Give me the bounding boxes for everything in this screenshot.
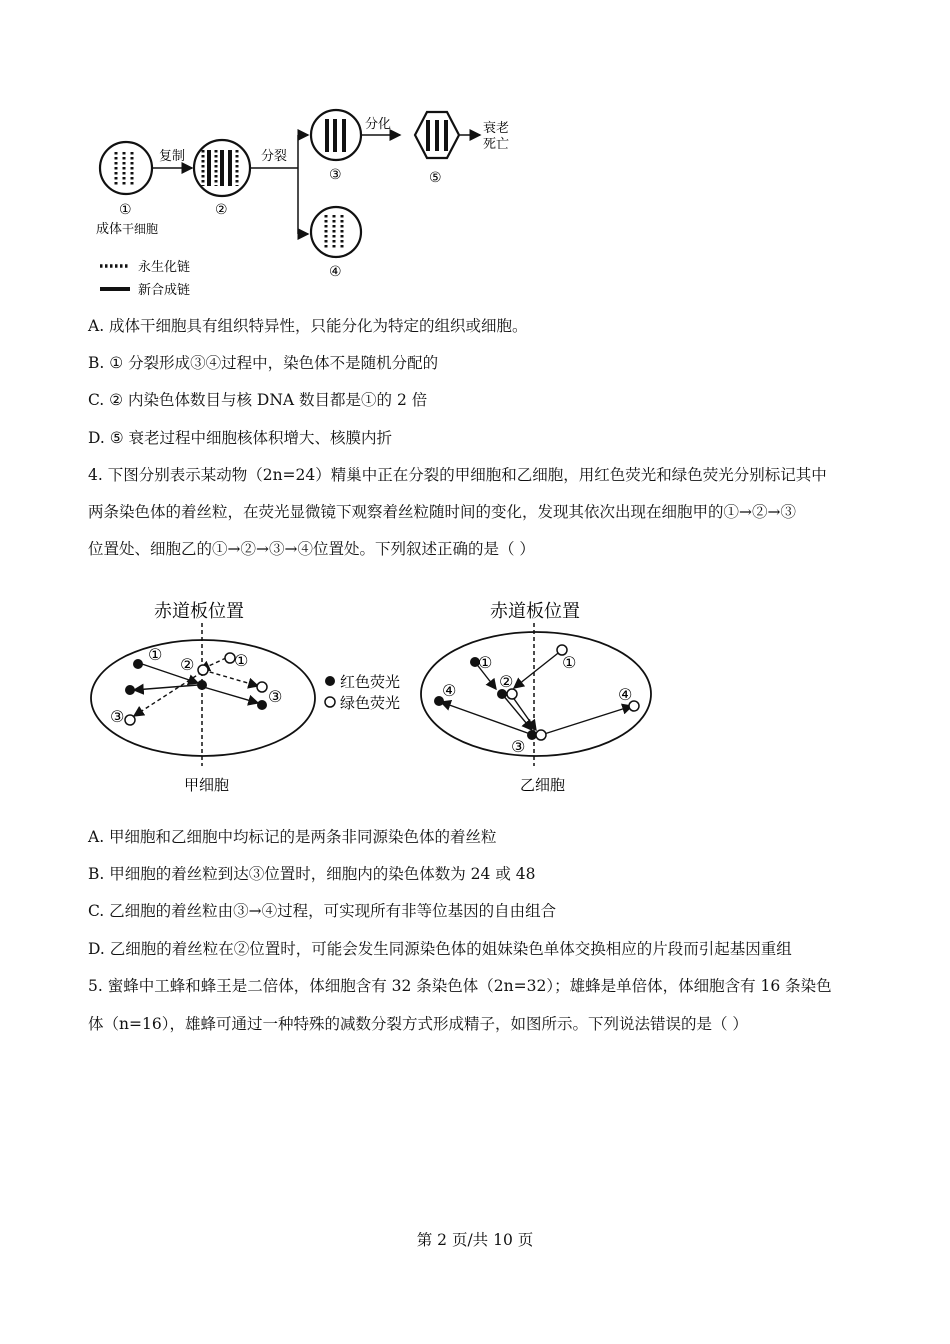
q4-stem-line-1: 4. 下图分别表示某动物（2n=24）精巢中正在分裂的甲细胞和乙细胞，用红色荧光和绿色荧光分别标记其中 <box>88 466 827 484</box>
stem-cell-figure <box>90 102 550 307</box>
b-n3: ③ <box>511 737 526 756</box>
cell-1 <box>100 142 152 194</box>
cell-2 <box>194 140 250 196</box>
b-n4-left: ④ <box>442 681 457 700</box>
q4-option-d: D. 乙细胞的着丝粒在②位置时，可能会发生同源染色体的姐妹染色单体交换相应的片段而引起基因重组 <box>88 940 792 958</box>
b-n2: ② <box>499 672 514 691</box>
q3-option-a: A. 成体干细胞具有组织特异性，只能分化为特定的组织或细胞。 <box>88 317 528 335</box>
q3-option-b: B. ① 分裂形成③④过程中，染色体不是随机分配的 <box>88 354 439 372</box>
legend-new-text: 新合成链 <box>138 283 191 298</box>
cell-4 <box>311 207 361 257</box>
label-differentiate: 分化 <box>365 117 392 132</box>
cell-3 <box>311 110 361 160</box>
cell-a-label: 甲细胞 <box>184 776 230 794</box>
q4-option-c: C. 乙细胞的着丝粒由③→④过程，可实现所有非等位基因的自由组合 <box>88 902 557 920</box>
a-n1-red: ① <box>148 645 163 664</box>
a-n3-right: ③ <box>268 687 283 706</box>
a-n2: ② <box>180 655 195 674</box>
label-divide: 分裂 <box>261 149 288 164</box>
legend-new-line <box>100 287 130 291</box>
legend-old-text: 永生化链 <box>138 260 191 275</box>
a-n1-green: ① <box>234 651 249 670</box>
label-n1: ① <box>119 202 132 218</box>
cell-a-plate-label: 赤道板位置 <box>154 601 244 622</box>
fluorescence-figure <box>86 590 666 800</box>
label-n4: ④ <box>329 264 342 280</box>
legend-green: 绿色荧光 <box>340 694 401 712</box>
legend-red: 红色荧光 <box>340 673 401 691</box>
a-n3-left: ③ <box>110 707 125 726</box>
page-footer: 第 2 页/共 10 页 <box>416 1231 534 1249</box>
q3-option-d: D. ⑤ 衰老过程中细胞核体积增大、核膜内折 <box>88 429 393 447</box>
q4-stem-line-2: 两条染色体的着丝粒，在荧光显微镜下观察着丝粒随时间的变化，发现其依次出现在细胞甲的①→②→③ <box>88 503 796 521</box>
label-stem-cell: 成体干细胞 <box>96 222 159 237</box>
q5-stem-line-1: 5. 蜜蜂中工蜂和蜂王是二倍体，体细胞含有 32 条染色体（2n=32）；雄蜂是单倍体，体细胞含有 16 条染色 <box>88 977 832 995</box>
q4-option-a: A. 甲细胞和乙细胞中均标记的是两条非同源染色体的着丝粒 <box>88 828 497 846</box>
b-n1-red: ① <box>478 653 493 672</box>
b-n1-green: ① <box>562 653 577 672</box>
q3-option-c: C. ② 内染色体数目与核 DNA 数目都是①的 2 倍 <box>88 391 428 409</box>
cell-5 <box>415 112 459 158</box>
b-n4-right: ④ <box>618 685 633 704</box>
label-death: 死亡 <box>483 137 510 152</box>
label-n5: ⑤ <box>429 170 442 186</box>
cell-b-label: 乙细胞 <box>520 776 566 794</box>
label-aging: 衰老 <box>483 121 510 136</box>
label-replicate: 复制 <box>159 149 186 164</box>
cell-b-plate-label: 赤道板位置 <box>490 601 580 622</box>
label-n2: ② <box>215 202 228 218</box>
q4-stem-line-3: 位置处、细胞乙的①→②→③→④位置处。下列叙述正确的是（ ） <box>88 540 535 558</box>
q4-option-b: B. 甲细胞的着丝粒到达③位置时，细胞内的染色体数为 24 或 48 <box>88 865 536 883</box>
label-n3: ③ <box>329 167 342 183</box>
q5-stem-line-2: 体（n=16），雄蜂可通过一种特殊的减数分裂方式形成精子，如图所示。下列说法错误的是（ ） <box>88 1015 748 1033</box>
